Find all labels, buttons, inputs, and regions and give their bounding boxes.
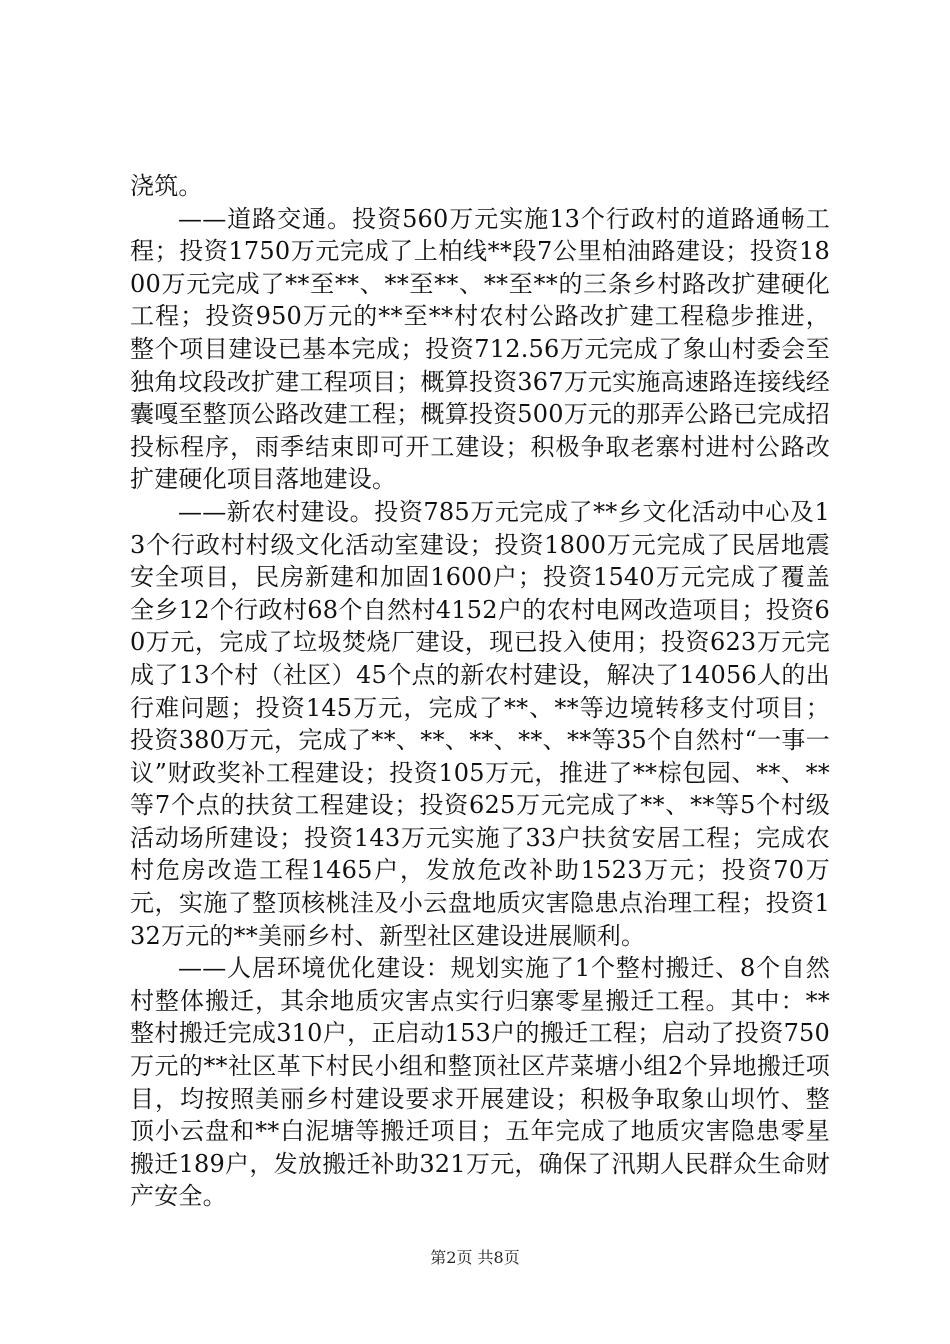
page-footer: 第2页 共8页: [430, 1248, 520, 1267]
paragraph-road-transport: ——道路交通。投资560万元实施13个行政村的道路通畅工程；投资1750万元完成了上柏线**段7公里柏油路建设；投资1800万元完成了**至**、**至**、**至**的三条乡村路改扩建硬化工程；投资950万元的**至**村农村公路改扩建工程稳步推进，整个项目建设已基本完成；投资712.56万元完成了象山村委会至独角坟段改扩建工程项目；概算投资367万元实施高速路连接线经囊嘎至整顶公路改建工程；概算投资500万元的那弄公路已完成招投标程序，雨季结束即可开工建设；积极争取老寨村进村公路改扩建硬化项目落地建设。: [130, 204, 830, 494]
paragraph-new-countryside: ——新农村建设。投资785万元完成了**乡文化活动中心及13个行政村村级文化活动室建设；投资1800万元完成了民居地震安全项目，民房新建和加固1600户；投资1540万元完成了覆盖全乡12个行政村68个自然村4152户的农村电网改造项目；投资60万元，完成了垃圾焚烧厂建设，现已投入使用；投资623万元完成了13个村（社区）45个点的新农村建设，解决了14056人的出行难问题；投资145万元，完成了**、**等边境转移支付项目；投资380万元，完成了**、**、**、**、**等35个自然村“一事一议”财政奖补工程建设；投资105万元，推进了**棕包园、**、**等7个点的扶贫工程建设；投资625万元完成了**、**等5个村级活动场所建设；投资143万元实施了33户扶贫安居工程；完成农村危房改造工程1465户，发放危改补助1523万元；投资70万元，实施了整顶核桃洼及小云盘地质灾害隐患点治理工程；投资132万元的**美丽乡村、新型社区建设进展顺利。: [130, 497, 830, 950]
paragraph-continuation: 浇筑。: [130, 172, 203, 200]
body-text: [130, 170, 830, 1213]
paragraph-living-environment: ——人居环境优化建设：规划实施了1个整村搬迁、8个自然村整体搬迁，其余地质灾害点实行归寨零星搬迁工程。其中：**整村搬迁完成310户，正启动153户的搬迁工程；启动了投资750万元的**社区革下村民小组和整顶社区芹菜塘小组2个异地搬迁项目，均按照美丽乡村建设要求开展建设；积极争取象山坝竹、整顶小云盘和**白泥塘等搬迁项目；五年完成了地质灾害隐患零星搬迁189户，发放搬迁补助321万元，确保了汛期人民群众生命财产安全。: [130, 954, 830, 1211]
